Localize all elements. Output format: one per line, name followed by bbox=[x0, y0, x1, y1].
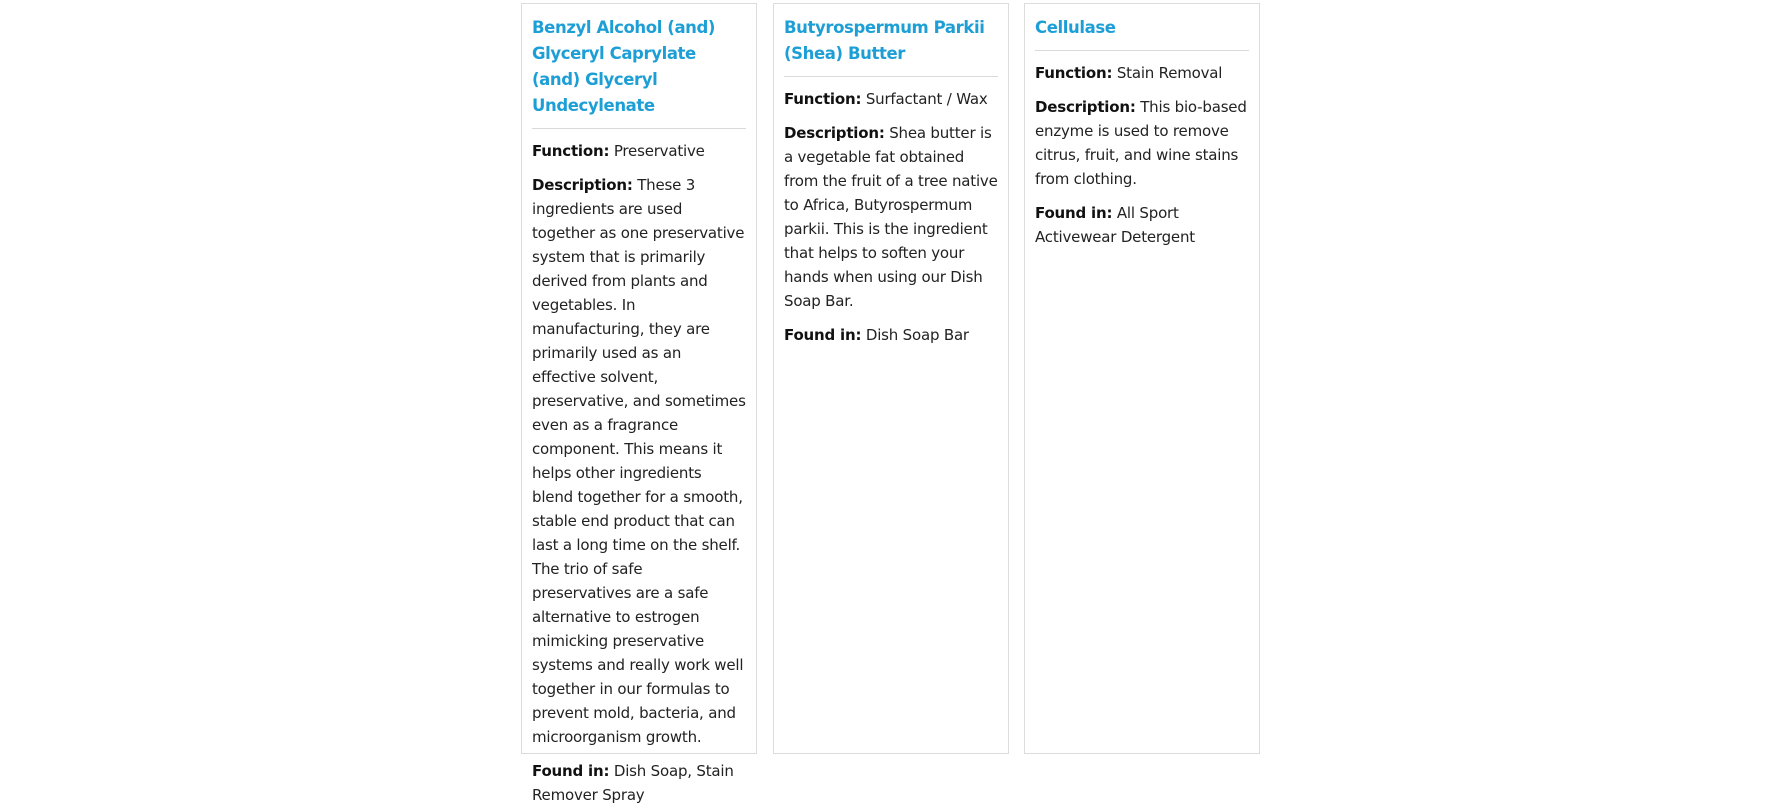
ingredient-found-in bbox=[1035, 201, 1249, 249]
ingredient-found-in bbox=[532, 759, 746, 807]
found-in-label: Found in: bbox=[532, 762, 610, 780]
description-value: This bio-based enzyme is used to remove citrus, fruit, and wine stains from clothing. bbox=[1035, 98, 1247, 188]
found-in-label: Found in: bbox=[784, 326, 862, 344]
description-value: Shea butter is a vegetable fat obtained from the fruit of a tree native to Africa, Butyrospermum parkii. This is the ingredient that helps to soften your hands when using our Dish Soap Bar. bbox=[784, 124, 998, 310]
description-label: Description: bbox=[1035, 98, 1136, 116]
function-label: Function: bbox=[532, 142, 610, 160]
function-label: Function: bbox=[784, 90, 862, 108]
card-divider bbox=[784, 76, 998, 77]
found-in-label: Found in: bbox=[1035, 204, 1113, 222]
description-label: Description: bbox=[532, 176, 633, 194]
ingredient-found-in bbox=[784, 323, 998, 347]
description-value: These 3 ingredients are used together as one preservative system that is primarily derived from plants and vegetables. In manufacturing, they are primarily used as an effective solvent, preservative, and sometimes even as a fragrance component. This means it helps other ingredients blend together for a smooth, stable end product that can last a long time on the shelf. The trio of safe preservatives are a safe alternative to estrogen mimicking preservative systems and really work well together in our formulas to prevent mold, bacteria, and microorganism growth. bbox=[532, 176, 746, 746]
found-in-value: Dish Soap, Stain Remover Spray bbox=[532, 762, 734, 804]
ingredient-description bbox=[784, 121, 998, 313]
description-label: Description: bbox=[784, 124, 885, 142]
card-divider bbox=[1035, 50, 1249, 51]
ingredient-function bbox=[784, 87, 998, 111]
function-label: Function: bbox=[1035, 64, 1113, 82]
card-divider bbox=[532, 128, 746, 129]
ingredient-card bbox=[773, 3, 1009, 754]
ingredient-title: Benzyl Alcohol (and) Glyceryl Caprylate (and) Glyceryl Undecylenate bbox=[532, 18, 716, 115]
ingredient-card bbox=[521, 3, 757, 804]
ingredient-title: Butyrospermum Parkii (Shea) Butter bbox=[784, 18, 985, 63]
function-value: Preservative bbox=[613, 142, 705, 160]
ingredient-card bbox=[1024, 3, 1260, 754]
function-value: Stain Removal bbox=[1116, 64, 1223, 82]
ingredient-description bbox=[532, 173, 746, 749]
found-in-value: All Sport Activewear Detergent bbox=[1035, 204, 1195, 246]
ingredient-description bbox=[1035, 95, 1249, 191]
ingredient-function bbox=[532, 139, 746, 163]
found-in-value: Dish Soap Bar bbox=[865, 326, 969, 344]
ingredient-title: Cellulase bbox=[1035, 18, 1116, 37]
ingredient-function bbox=[1035, 61, 1249, 85]
function-value: Surfactant / Wax bbox=[865, 90, 988, 108]
